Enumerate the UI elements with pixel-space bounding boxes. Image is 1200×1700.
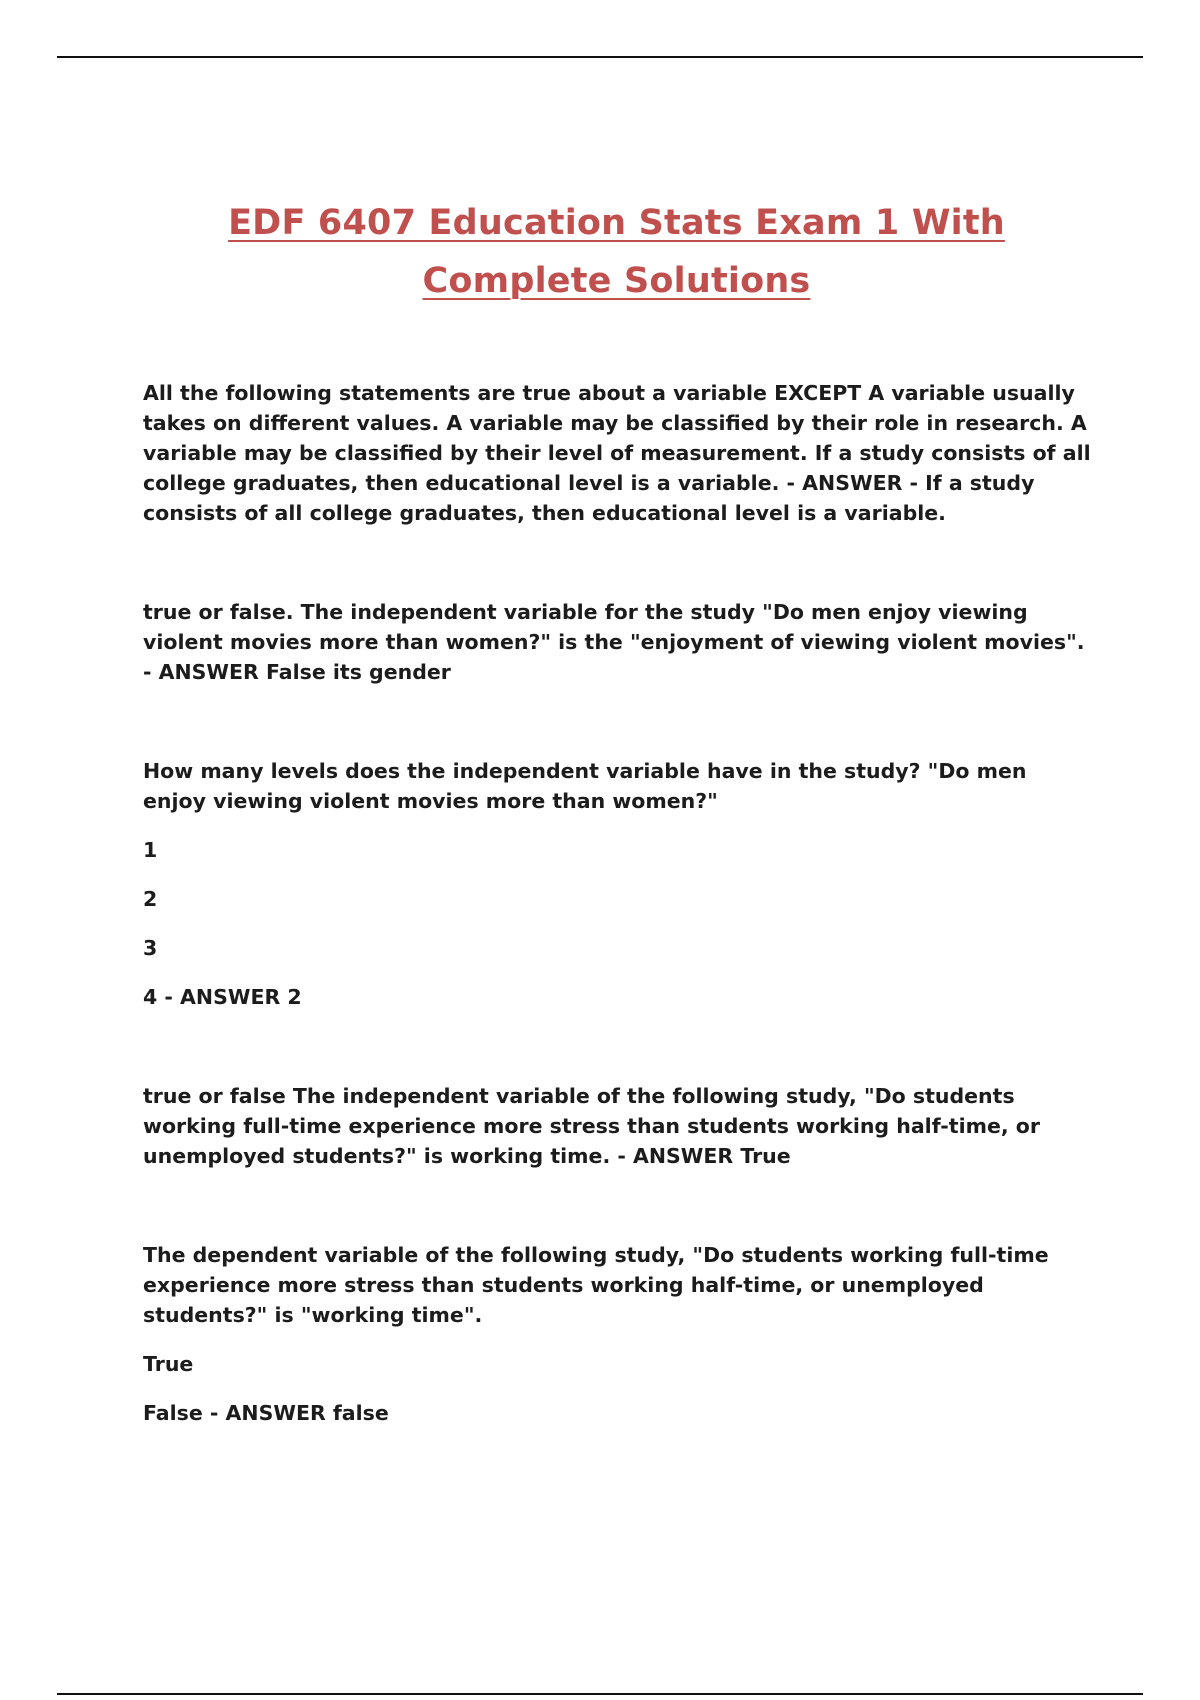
title-line-2: Complete Solutions [422, 261, 811, 301]
bottom-rule [57, 1693, 1143, 1695]
document-title [0, 194, 1200, 310]
question-5: The dependent variable of the following study, "Do students working full-time experience more stress than students working half-time, or unemployed students?" is "working time". [143, 1243, 1049, 1327]
top-rule [57, 56, 1143, 58]
question-5-answer: False - ANSWER false [143, 1401, 389, 1425]
question-3: How many levels does the independent variable have in the study? "Do men enjoy viewing violent movies more than women?" [143, 759, 1027, 813]
question-4: true or false The independent variable of the following study, "Do students working full-time experience more stress than students working half-time, or unemployed students?" is working time. - ANSWER True [143, 1084, 1040, 1168]
question-3-answer: 4 - ANSWER 2 [143, 985, 302, 1009]
question-5-option: True [143, 1352, 194, 1376]
question-3-option: 3 [143, 936, 158, 960]
title-line-1: EDF 6407 Education Stats Exam 1 With [228, 203, 1005, 243]
question-list [143, 378, 1093, 1428]
question-2: true or false. The independent variable for the study "Do men enjoy viewing violent movies more than women?" is the "enjoyment of viewing violent movies". - ANSWER False its gender [143, 600, 1085, 684]
question-3-option: 2 [143, 887, 158, 911]
question-3-option: 1 [143, 838, 158, 862]
question-1: All the following statements are true about a variable EXCEPT A variable usually takes on different values. A variable may be classified by their role in research. A variable may be classified by their level of measurement. If a study consists of all college graduates, then educational level is a variable. - ANSWER - If a study consists of all college graduates, then educational level is a variable. [143, 381, 1091, 525]
